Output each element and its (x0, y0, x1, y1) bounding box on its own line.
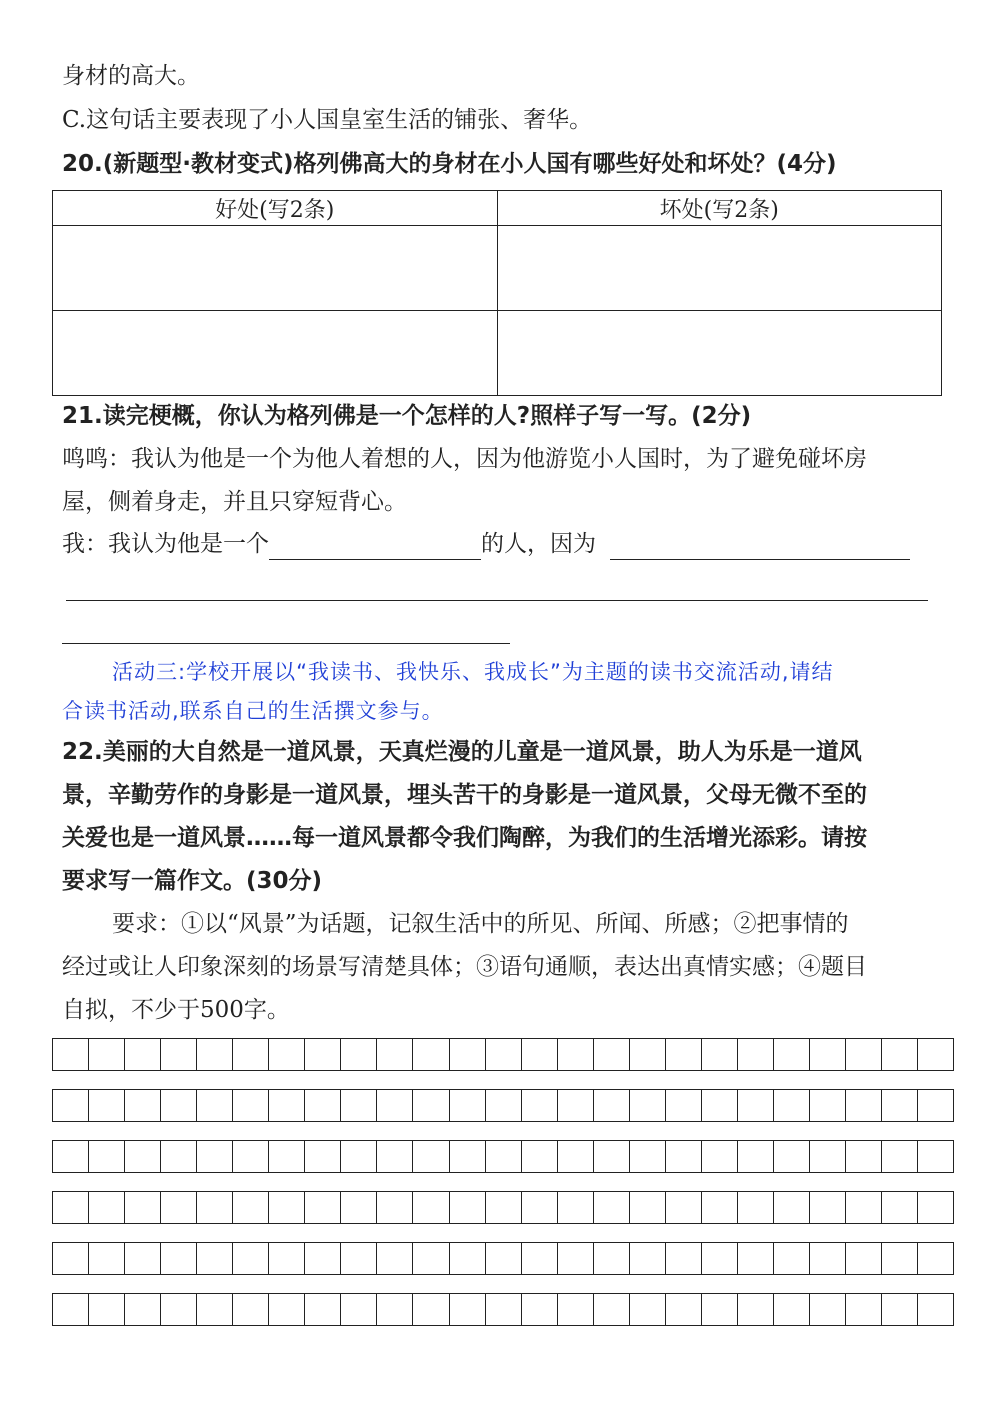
grid-cell[interactable] (666, 1039, 702, 1070)
grid-cell[interactable] (810, 1294, 846, 1325)
text-line: 身材的高大。 (62, 63, 200, 89)
grid-cell[interactable] (558, 1039, 594, 1070)
grid-cell[interactable] (810, 1090, 846, 1121)
grid-cell[interactable] (377, 1039, 413, 1070)
grid-cell[interactable] (774, 1192, 810, 1223)
grid-cell[interactable] (810, 1243, 846, 1274)
grid-cell[interactable] (269, 1039, 305, 1070)
grid-cell[interactable] (341, 1294, 377, 1325)
grid-cell[interactable] (233, 1039, 269, 1070)
grid-cell[interactable] (125, 1192, 161, 1223)
grid-cell[interactable] (413, 1243, 449, 1274)
grid-cell[interactable] (53, 1039, 89, 1070)
grid-row (52, 1038, 954, 1071)
grid-cell[interactable] (377, 1141, 413, 1172)
grid-cell[interactable] (125, 1090, 161, 1121)
activity-three-line-1: 活动三:学校开展以“我读书、我快乐、我成长”为主题的读书交流活动,请结 (112, 660, 834, 684)
grid-cell[interactable] (666, 1294, 702, 1325)
question-22-line-1: 22.美丽的大自然是一道风景，天真烂漫的儿童是一道风景，助人为乐是一道风 (62, 739, 862, 765)
grid-cell[interactable] (738, 1243, 774, 1274)
grid-cell[interactable] (918, 1192, 954, 1223)
grid-cell[interactable] (305, 1294, 341, 1325)
example-line-2: 屋，侧着身走，并且只穿短背心。 (62, 489, 407, 515)
grid-cell[interactable] (702, 1192, 738, 1223)
grid-cell[interactable] (558, 1243, 594, 1274)
grid-cell[interactable] (233, 1141, 269, 1172)
grid-cell[interactable] (522, 1243, 558, 1274)
grid-cell[interactable] (522, 1294, 558, 1325)
grid-cell[interactable] (486, 1090, 522, 1121)
grid-cell[interactable] (630, 1141, 666, 1172)
grid-cell[interactable] (630, 1294, 666, 1325)
grid-cell[interactable] (233, 1243, 269, 1274)
grid-cell[interactable] (702, 1294, 738, 1325)
grid-cell[interactable] (413, 1039, 449, 1070)
grid-cell[interactable] (666, 1243, 702, 1274)
grid-cell[interactable] (269, 1141, 305, 1172)
grid-cell[interactable] (594, 1090, 630, 1121)
requirements-line-2: 经过或让人印象深刻的场景写清楚具体；③语句通顺，表达出真情实感；④题目 (62, 954, 867, 980)
grid-cell[interactable] (341, 1141, 377, 1172)
grid-cell[interactable] (89, 1294, 125, 1325)
grid-cell[interactable] (413, 1192, 449, 1223)
reason-blank-3[interactable] (62, 643, 510, 644)
essay-writing-grid (52, 1038, 954, 1344)
grid-cell[interactable] (774, 1039, 810, 1070)
grid-cell[interactable] (413, 1090, 449, 1121)
grid-cell[interactable] (738, 1294, 774, 1325)
grid-cell[interactable] (341, 1243, 377, 1274)
grid-cell[interactable] (558, 1090, 594, 1121)
grid-cell[interactable] (305, 1192, 341, 1223)
grid-cell[interactable] (702, 1039, 738, 1070)
grid-cell[interactable] (450, 1141, 486, 1172)
cons-answer-cell-2[interactable] (497, 311, 942, 396)
option-c: C.这句话主要表现了小人国皇室生活的铺张、奢华。 (62, 107, 593, 133)
grid-cell[interactable] (161, 1090, 197, 1121)
grid-cell[interactable] (774, 1090, 810, 1121)
grid-cell[interactable] (53, 1192, 89, 1223)
grid-cell[interactable] (774, 1141, 810, 1172)
grid-cell[interactable] (882, 1039, 918, 1070)
grid-cell[interactable] (774, 1243, 810, 1274)
grid-cell[interactable] (233, 1294, 269, 1325)
grid-cell[interactable] (305, 1141, 341, 1172)
grid-cell[interactable] (558, 1141, 594, 1172)
grid-cell[interactable] (846, 1243, 882, 1274)
reason-blank-1[interactable] (610, 533, 910, 560)
grid-cell[interactable] (53, 1294, 89, 1325)
grid-cell[interactable] (125, 1141, 161, 1172)
grid-cell[interactable] (702, 1243, 738, 1274)
pros-header: 好处(写2条) (53, 191, 498, 226)
grid-cell[interactable] (89, 1192, 125, 1223)
grid-cell[interactable] (846, 1039, 882, 1070)
grid-cell[interactable] (594, 1243, 630, 1274)
grid-cell[interactable] (918, 1090, 954, 1121)
grid-cell[interactable] (810, 1141, 846, 1172)
grid-cell[interactable] (666, 1090, 702, 1121)
requirements-line-3: 自拟，不少于500字。 (62, 997, 290, 1023)
grid-cell[interactable] (233, 1192, 269, 1223)
grid-cell[interactable] (666, 1192, 702, 1223)
activity-three-line-2: 合读书活动,联系自己的生活撰文参与。 (62, 699, 444, 723)
grid-cell[interactable] (594, 1294, 630, 1325)
grid-cell[interactable] (630, 1039, 666, 1070)
grid-cell[interactable] (486, 1294, 522, 1325)
grid-cell[interactable] (846, 1141, 882, 1172)
answer-prefix: 我：我认为他是一个 (62, 531, 269, 557)
reason-blank-2[interactable] (66, 600, 928, 601)
grid-cell[interactable] (197, 1141, 233, 1172)
grid-cell[interactable] (197, 1243, 233, 1274)
grid-cell[interactable] (413, 1294, 449, 1325)
grid-cell[interactable] (486, 1192, 522, 1223)
grid-cell[interactable] (738, 1039, 774, 1070)
grid-cell[interactable] (666, 1141, 702, 1172)
grid-cell[interactable] (522, 1039, 558, 1070)
grid-cell[interactable] (594, 1039, 630, 1070)
grid-cell[interactable] (486, 1141, 522, 1172)
grid-cell[interactable] (774, 1294, 810, 1325)
grid-cell[interactable] (89, 1090, 125, 1121)
grid-cell[interactable] (882, 1243, 918, 1274)
question-22-line-4: 要求写一篇作文。(30分) (62, 868, 323, 894)
grid-cell[interactable] (197, 1192, 233, 1223)
grid-cell[interactable] (269, 1243, 305, 1274)
grid-cell[interactable] (305, 1039, 341, 1070)
grid-cell[interactable] (846, 1192, 882, 1223)
grid-cell[interactable] (53, 1090, 89, 1121)
grid-cell[interactable] (450, 1243, 486, 1274)
grid-row (52, 1191, 954, 1224)
grid-cell[interactable] (630, 1243, 666, 1274)
grid-cell[interactable] (450, 1090, 486, 1121)
grid-cell[interactable] (558, 1192, 594, 1223)
grid-cell[interactable] (377, 1243, 413, 1274)
grid-cell[interactable] (810, 1192, 846, 1223)
grid-cell[interactable] (630, 1192, 666, 1223)
grid-cell[interactable] (125, 1294, 161, 1325)
pros-answer-cell-2[interactable] (53, 311, 498, 396)
grid-row (52, 1293, 954, 1326)
grid-cell[interactable] (377, 1294, 413, 1325)
grid-cell[interactable] (269, 1090, 305, 1121)
grid-cell[interactable] (233, 1090, 269, 1121)
grid-cell[interactable] (810, 1039, 846, 1070)
grid-cell[interactable] (269, 1294, 305, 1325)
grid-cell[interactable] (89, 1243, 125, 1274)
grid-cell[interactable] (197, 1090, 233, 1121)
grid-cell[interactable] (738, 1192, 774, 1223)
grid-cell[interactable] (450, 1192, 486, 1223)
grid-cell[interactable] (738, 1090, 774, 1121)
grid-cell[interactable] (522, 1090, 558, 1121)
grid-cell[interactable] (53, 1243, 89, 1274)
question-22-line-3: 关爱也是一道风景……每一道风景都令我们陶醉，为我们的生活增光添彩。请按 (62, 825, 867, 851)
grid-cell[interactable] (486, 1243, 522, 1274)
grid-cell[interactable] (882, 1294, 918, 1325)
grid-cell[interactable] (269, 1192, 305, 1223)
grid-cell[interactable] (738, 1141, 774, 1172)
grid-cell[interactable] (89, 1141, 125, 1172)
grid-cell[interactable] (341, 1192, 377, 1223)
grid-row (52, 1089, 954, 1122)
trait-blank[interactable] (269, 533, 481, 560)
grid-cell[interactable] (486, 1039, 522, 1070)
grid-cell[interactable] (630, 1090, 666, 1121)
grid-cell[interactable] (161, 1039, 197, 1070)
pros-cons-table (52, 190, 942, 396)
requirements-line-1: 要求：①以“风景”为话题，记叙生活中的所见、所闻、所感；②把事情的 (112, 911, 849, 937)
grid-cell[interactable] (918, 1243, 954, 1274)
grid-cell[interactable] (558, 1294, 594, 1325)
grid-cell[interactable] (594, 1141, 630, 1172)
grid-row (52, 1140, 954, 1173)
grid-cell[interactable] (918, 1294, 954, 1325)
grid-cell[interactable] (161, 1243, 197, 1274)
cons-answer-cell-1[interactable] (497, 226, 942, 311)
pros-answer-cell-1[interactable] (53, 226, 498, 311)
grid-cell[interactable] (522, 1141, 558, 1172)
grid-cell[interactable] (341, 1039, 377, 1070)
grid-cell[interactable] (882, 1090, 918, 1121)
grid-cell[interactable] (305, 1243, 341, 1274)
grid-cell[interactable] (161, 1294, 197, 1325)
grid-cell[interactable] (702, 1141, 738, 1172)
grid-cell[interactable] (450, 1039, 486, 1070)
grid-cell[interactable] (918, 1039, 954, 1070)
grid-cell[interactable] (846, 1294, 882, 1325)
grid-cell[interactable] (89, 1039, 125, 1070)
answer-line (62, 528, 910, 560)
grid-cell[interactable] (161, 1192, 197, 1223)
example-line-1: 鸣鸣：我认为他是一个为他人着想的人，因为他游览小人国时，为了避免碰坏房 (62, 446, 867, 472)
grid-cell[interactable] (413, 1141, 449, 1172)
grid-cell[interactable] (341, 1090, 377, 1121)
grid-cell[interactable] (918, 1141, 954, 1172)
grid-cell[interactable] (882, 1192, 918, 1223)
grid-row (52, 1242, 954, 1275)
grid-cell[interactable] (305, 1090, 341, 1121)
question-20: 20.(新题型·教材变式)格列佛高大的身材在小人国有哪些好处和坏处？(4分) (62, 151, 837, 177)
grid-cell[interactable] (377, 1192, 413, 1223)
grid-cell[interactable] (125, 1039, 161, 1070)
grid-cell[interactable] (702, 1090, 738, 1121)
grid-cell[interactable] (450, 1294, 486, 1325)
grid-cell[interactable] (882, 1141, 918, 1172)
answer-mid: 的人，因为 (481, 531, 596, 557)
grid-cell[interactable] (522, 1192, 558, 1223)
question-22-line-2: 景，辛勤劳作的身影是一道风景，埋头苦干的身影是一道风景，父母无微不至的 (62, 782, 867, 808)
grid-cell[interactable] (377, 1090, 413, 1121)
grid-cell[interactable] (197, 1039, 233, 1070)
grid-cell[interactable] (161, 1141, 197, 1172)
grid-cell[interactable] (197, 1294, 233, 1325)
cons-header: 坏处(写2条) (497, 191, 942, 226)
grid-cell[interactable] (125, 1243, 161, 1274)
grid-cell[interactable] (594, 1192, 630, 1223)
grid-cell[interactable] (846, 1090, 882, 1121)
question-21: 21.读完梗概，你认为格列佛是一个怎样的人?照样子写一写。(2分) (62, 403, 752, 429)
grid-cell[interactable] (53, 1141, 89, 1172)
